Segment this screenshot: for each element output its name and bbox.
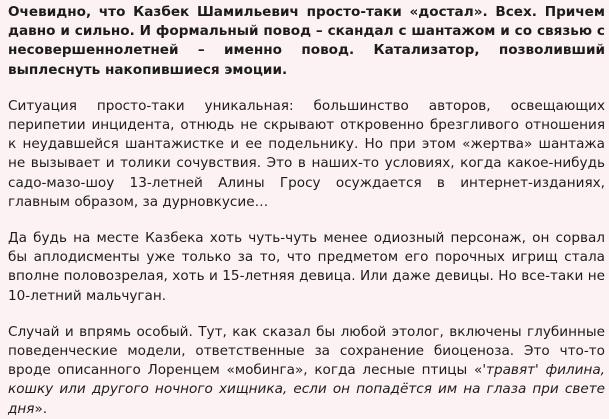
lead-paragraph: Очевидно, что Казбек Шамильевич просто-таки «достал». Всех. Причем давно и сильно. И формальный повод – скандал с шантажом и со связью с несовершеннолетней – именно повод. Катализатор, позволивший выплеснуть накопившиеся эмоции. xyxy=(8,4,605,78)
paragraph-mobbing-text: Случай и впрямь особый. Тут, как сказал бы любой этолог, включены глубинные поведенческие модели, ответственные за сохранение биоценоза. Это что-то вроде описанного Лоренцем «мобинга», когда лесные птицы xyxy=(8,323,605,379)
close-quote-mark: » xyxy=(34,400,43,417)
paragraph-situation: Ситуация просто-таки уникальная: большинство авторов, освещающих перипетии инцидента, отнюдь не скрывают откровенно брезгливого отношения к неудавшейся шантажистке и ее подельнику. Но при этом «жертва» шантажа не вызывает и толики сочувствия. Это в наших-то условиях, когда какое-нибудь садо-мазо-шоу 13-летней Алины Гросу осуждается в интернет-изданиях, главным образом, за дурновкусие… xyxy=(8,97,605,210)
paragraph-end-period: . xyxy=(42,400,48,417)
paragraph-kazbek: Да будь на месте Казбека хоть чуть-чуть менее одиозный персонаж, он сорвал бы аплодисменты уже только за то, что предметом его порочных игрищ стала вполне половозрелая, хоть и 15-летняя девица. Или даже девицы. Но все-таки не 10-летний мальчуган. xyxy=(8,230,605,304)
open-quote-mark: « xyxy=(473,362,483,379)
paragraph-mobbing xyxy=(8,323,605,419)
italic-quote: 'травят' филина, кошку или другого ночного хищника, если он попадётся им на глаза при свете дня xyxy=(8,362,605,417)
